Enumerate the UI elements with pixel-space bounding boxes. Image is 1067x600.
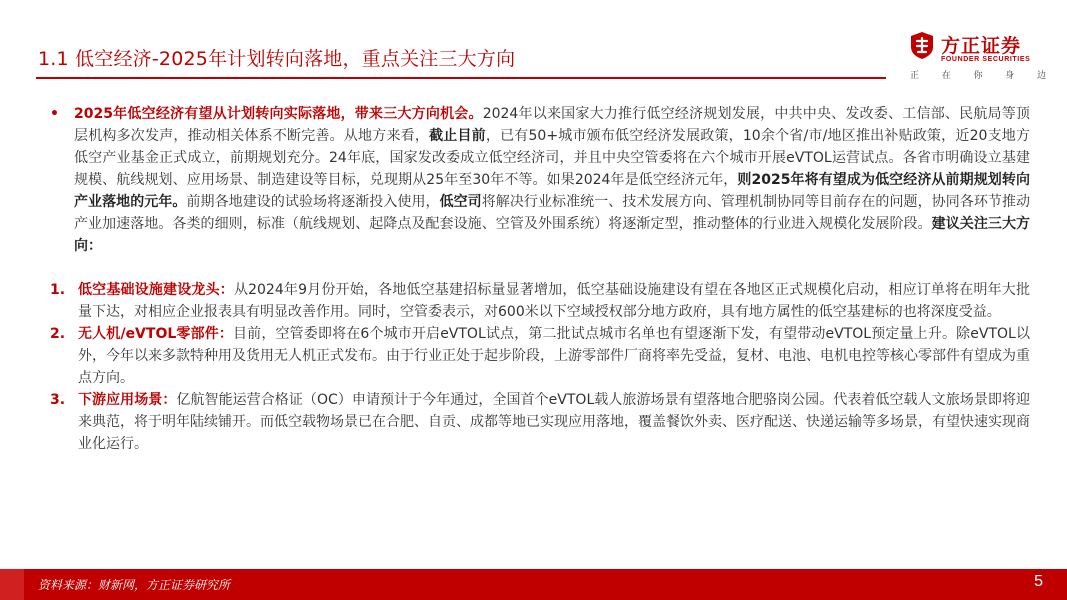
direction-list xyxy=(50,279,1030,455)
item-text: 亿航智能运营合格证（OC）申请预计于今年通过，全国首个eVTOL载人旅游场景有望落地合肥骆岗公园。代表着低空载人文旅场景即将迎来典范，将于明年陆续铺开。而低空载物场景已在合肥、自贡、成都等地已实现应用落地，覆盖餐饮外卖、医疗配送、快递运输等多场景，有望快速实现商业化运行。 xyxy=(78,392,1031,452)
intro-emphasis: 则2025年将有望成为低空经济从前期规划转向产业落地的元年。 xyxy=(74,172,1030,210)
item-heading: 无人机/eVTOL零部件： xyxy=(78,326,234,342)
logo-english-name: FOUNDER SECURITIES xyxy=(941,56,1031,63)
list-item xyxy=(50,279,1030,323)
intro-text: ，已有50+城市颁布低空经济发展政策，10余个省/市/地区推出补贴政策，近20支地方低空产业基金正式成立，前期规划充分。24年底，国家发改委成立低空经济司，并且中央空管委将在六个城市开展eVTOL运营试点。各省市明确设立基建规模、航线规划、应用场景、制造建设等目标，兑现期从25年至30年不等。如果2024年是低空经济元年， xyxy=(74,128,1031,188)
item-heading: 低空基础设施建设龙头： xyxy=(78,282,234,298)
list-item xyxy=(50,389,1030,455)
intro-text: 前期各地建设的试验场将逐渐投入使用， xyxy=(186,194,440,210)
page-title: 1.1 低空经济-2025年计划转向落地，重点关注三大方向 xyxy=(38,48,516,70)
intro-text: 各类的细则，标准（航线规划、起降点及配套设施、空管及外围系统）将逐渐定型，推动整体的行业进入规模化发展阶段。 xyxy=(172,216,932,232)
footer-source: 资料来源：财新网，方正证券研究所 xyxy=(38,578,231,592)
slogan-char: 正 xyxy=(910,71,920,81)
item-text: 从2024年9月份开始，各地低空基建招标量显著增加，低空基础设施建设有望在各地区正式规模化启动，相应订单将在明年大批量下达，对相应企业报表具有明显改善作用。同时，空管委表示，对600米以下空域授权部分地方政府，具有地方属性的低空基建标的也将深度受益。 xyxy=(78,282,1030,320)
title-divider xyxy=(36,77,886,79)
founder-logo-icon xyxy=(908,30,936,60)
intro-text: 2024年以来国家大力推行低空经济规划发展，中共中央、发改委、工信部、民航局等顶层机构多次发声，推动相关体系不断完善。从地方来看， xyxy=(74,106,1030,144)
list-item xyxy=(50,323,1030,389)
page-number: 5 xyxy=(1034,573,1043,590)
main-content xyxy=(50,103,1030,455)
logo-slogan xyxy=(910,68,1046,81)
logo-chinese-name: 方正证券 xyxy=(941,35,1022,57)
item-heading: 下游应用场景： xyxy=(78,392,177,408)
bullet-marker: • xyxy=(50,106,59,122)
slogan-char: 在 xyxy=(941,71,951,81)
item-text: 目前，空管委即将在6个城市开启eVTOL试点，第二批试点城市名单也有望逐渐下发，有望带动eVTOL预定量上升。除eVTOL以外，今年以来多款特种用及货用无人机正式发布。由于行业正处于起步阶段，上游零部件厂商将率先受益，复材、电池、电机电控等核心零部件有望成为重点方向。 xyxy=(78,326,1030,386)
slogan-char: 你 xyxy=(973,71,983,81)
intro-emphasis: 截止目前 xyxy=(429,128,486,144)
footer-accent xyxy=(0,569,24,600)
slogan-char: 边 xyxy=(1036,71,1046,81)
intro-emphasis: 低空司 xyxy=(439,194,482,210)
item-number: 2. xyxy=(50,326,66,342)
item-number: 3. xyxy=(50,392,66,408)
item-number: 1. xyxy=(50,282,66,298)
company-logo xyxy=(908,30,1048,86)
intro-lead: 2025年低空经济有望从计划转向实际落地，带来三大方向机会。 xyxy=(74,106,483,122)
intro-text: 将解决行业标准统一、技术发展方向、管理机制协同等目前存在的问题，协同各环节推动产业加速落地。 xyxy=(74,194,1031,232)
slogan-char: 身 xyxy=(1005,71,1015,81)
intro-emphasis: 建议关注三大方向： xyxy=(74,216,1031,254)
intro-paragraph xyxy=(50,103,1030,257)
